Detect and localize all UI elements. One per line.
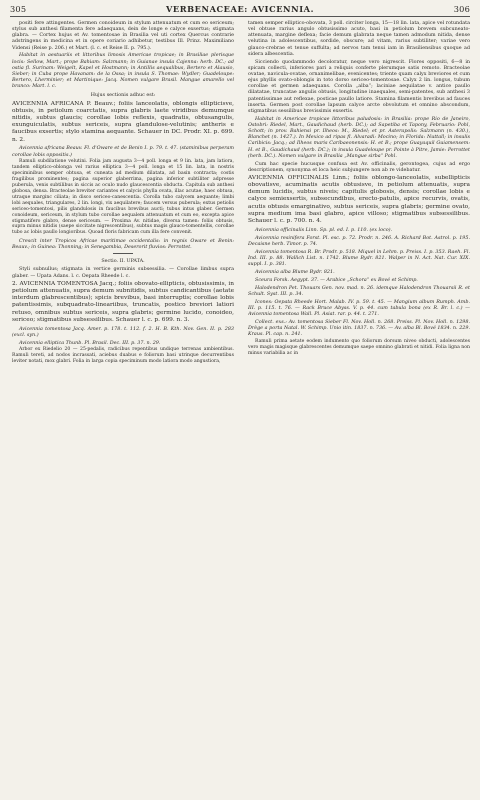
right-habitat-tomentosa: Habitat in Americae tropicae littoribus paludosis: in Brasilia: prope Rio de Janeiro, Ostobri: Riedel, Mart., Gaudichaud (herb. DC.); ad Sapetiba et Tapony, Februario: Pohl, Schott; in prov. Bahiensi pr. Ilheos: M., Riedel; et pr. Asterapolis: Salzmann (n. 430.), Blanchet (n. 1427.). In Mexico ad ripas fl. Alvaradi: Mocino; in Florida: Nuttall; in insulis Caribicis: Jacq.; ad Ilheos maris Caribaeonensis: H. et B.; prope Guayaquil Guiamensem: H. et B., Gaudichaud (herb. DC.); in insula Guadeloupe pr. Pointe à Pitre, Jamie: Perrottet (herb. DC.). Nomen vulgare in Brasilia „Mangue sirba“ Pohl. <box>248 115 470 159</box>
left-habitat-1: Habitat in aestuariis et littoribus limosis Americae tropicae; in Brasiliae plerisque locis: Sellow, Mart.; prope Bahiam: Salzmann; in Guianae insula Cajenna: herb. DC.; ad ostia fl. Surinam: Weigelt, Kapel et Hostmann; in Antillis aequalibus, Bertero et Alausio, Sieber; in Cuba prope Havanam: de la Ossa; in insula S. Thomae: Wydler; Guadeloupe: Bertero, Lherminier; et Martinique: Jacq. Nomen vulgare Brasil. Mangue amarello vel branco: Mart. l. c. <box>12 52 234 90</box>
species-avicennia-tomentosa: 2. AVICENNIA TOMENTOSA Jacq.; foliis obovato-ellipticis, obtusissimis, in petiolum attenuatis, supra demum subnitidis, subtus candicantibus (aetate interdum glabrescentibus); spicis brevibus, basi interruptis; corollae lobis patentissimis, subquadrato-lineariibus, truncatis, postico breviori latiori retuso, omnibus subtus sericeis, supra glabris; germine lucido, conoideo, sericeo; stigmatibus subsessilibus. Schauer l. c. p. 699. n. 3. <box>12 280 234 323</box>
right-collections: Collect. exs.: Av. tomentosa Sieber Fl. Nov. Holl. n. 268. Preiss. Pl. Nov. Holl. n. 1298. Drège a porta Natal. W. Schimp. Unio itin. 1837. n. 736. — Av. alba Bl. Bové 1834. n. 229. Kraus. Pl. cap. n. 241. <box>248 318 470 338</box>
left-habitat-africana: Crescit inter Tropicos Africae maritimae occidentalis: in regnis Oware et Benin: Beauv.; in Guinea: Thonning; in Senegambia, Deserorit fluvios: Perrottet. <box>12 237 234 251</box>
left-synonym-africana: Avicennia africana Beauv. Fl. d'Oware et de Benin I. p. 79. t. 47. (staminibus perperam corollae lobis oppositis.) <box>12 145 234 158</box>
running-header <box>10 4 470 16</box>
left-description-africana: Ramuli subdilatione velutini. Folia jam augusta 3—4 poll. longa et 9 lin. lata, jam latiora, tandem elliptico-oblonga vel rarius elliptica 3—4 poll. longa et 15 lin. lata, in nostris speciminibus semper obtusa, et cuneata ad medium dilatata, ad basin contracta; costis fragilibus prominentes; pagina superior glaberrima, pagina inferior subtiliter adpresse puberula, venis subtilibus in siccis ac oculo nudo glaucescentia obducta. Capitula sub anthesi globosa, densa. Bracteolae breviter cariantes et calycis phylla ovata, illac acutae, haec obtusa, utraque marginc ciliata; in disco sericeo-canescentia. Corolla tubo calycem aequante; limbi lobi aequales, triangulares, 2 lin. longi, vix aequilatere; faucem versus puberula; extus petiolis sericeo-tomentosi, pilis glandulosis in faucibus brevibus aucti; tubus intus glaber. Germen conoideum, sericeum, in stylum tubo corollae aequalem attenuatum et cum eo, excepta apice stigmatifero glabro, dense sericeum. — Proxima Av. nitidae, diversa tamen: foliis obtusis, supra minus nitidis (saepe siccitate nigrescentibus), subtus magis glauco-tomentellis, corollae tubo ac lobis paullo longioribus. Quoad floris fabricam cum illa fere convenit. <box>12 159 234 236</box>
right-synonym-5: Sceura Forsk. Aegypt. 37. — Arabice „Schora“ ex Bové et Schimp. <box>255 276 418 283</box>
right-icones: Icones: Oepata Rheede Hort. Malab. IV. p. 59. t. 45. — Mangium album Rumph. Amb. III. p. 115. t. 76. — Rack Bruce Abyss. V. p. 44. cum tabula bona (ex R. Br. l. c.) — Avicennia tomentosa Wall. Pl. Asiat. rar. p. 44. t. 271. <box>248 298 470 317</box>
left-paragraph-1: positi fere attingentes. Germen conoideum in stylum attenuatum et cum eo sericeum; stylus sub anthesi filamenta fere adaequans, dein de longe e calyce exsertus; stigmata glabra. — Cortex hujus et Av. tomentosae in Brasilia vel uti cortex Quercus contrarie adstringens in medicina et in opere coriario adhibetur, testibus Ill. Prinz. Maximiliano Vidensi (Reise p. 206.) et Mart. (l. c. et Reise II. p. 795.). <box>12 20 234 51</box>
page-number-left: 305 <box>10 4 27 14</box>
right-description-officinalis: Ramuli prima aetate eodem indumento quo foliorum dorsum niveo obducti, adolescentes vero magis magisque glabrescentes demumque saepe omnino glabrati et nitidi. Folia ligna non minus variabilia ac in <box>248 338 470 356</box>
section-heading-upata: Sectio. II. UPATA. <box>101 258 145 265</box>
right-note-officinalis: Cum hac specie hucusque confusa est Av. officinalis, gerontogea, cujus ad ergo descriptionem, synonyma et loca heic subjungere non ab re videbatur. <box>248 160 470 173</box>
left-description-tomentosa: Arbor ex Riedelio 20 — 25-pedalis, radicibus repentibus undique terrenas ambientibus. Ramuli tereti, ad nodos incrassati, aciebus duabus e foliorum basi utrinque decurrentibus leviter notati, mox glabri. Folia in larga copia speciminum modo latiora modo angustiora, <box>12 347 234 365</box>
right-synonym-3: Avicennia tomentosa R. Br. Prodr. p. 518. Miquel in Lehm. p. Preiss. I. p. 353. Raeh. Fl. Ind. III. p. 88. Wallich List. n. 1742. Blume Bydr. 821. Walper in N. Act. Nat. Cur. XIX. suppl. I. p. 381. <box>248 248 470 268</box>
header-rule <box>10 16 470 17</box>
right-column <box>248 20 470 792</box>
species-avicennia-officinalis: AVICENNIA OFFICINALIS Linn.; foliis oblongo-lanceolatis, subellipticis obovatisve, acuminatis acutis obtusisve, in petiolum attenuatis, supra demum lucidis, subtus niveis; capitulis globosis, densis; corollae lobis e calyce semiexsertis, subsecundibus, erecto-patulis, apice recurvis, ovatis, acutis obtusis emarginativo, subtus sericeis, supra glabris; germine ovato, supra medium ima basi glabro, apice villoso; stigmatibus subsessilibus. Schauer l. c. p. 700. n. 4. <box>248 174 470 225</box>
right-synonym-1: Avicennia officinalis Linn. Sp. pl. ed. I. p. 110. (ex loco). <box>255 226 393 233</box>
section-divider <box>113 253 133 254</box>
species-avicennia-africana: AVICENNIA AFRICANA P. Beauv.; foliis lanceolatis, oblongis ellipticisve, obtusis, in petiolum coarctatis, supra glabris laete viridibus demumque nitidis, subtus glaucis; corollae lobis reflexis, quadratis, obtusangulis, exunguiculatis, subtus sericeis, supra glandulose-velutinis; antheris e faucibus exsertis; stylo stamina aequante. Schauer in DC. Prodr. XI. p. 699. n. 2. <box>12 100 234 143</box>
running-title: VERBENACEAE: AVICENNIA. <box>165 4 315 14</box>
right-paragraph-2: Sicciendo quodammodo decoloratur, neque vero nigrescit. Flores oppositi, 6—8 in spicam collecti, inferiores pari a reliquis conferte plerumque satis remoto. Bracteolae ovatae, navicula-ovatae, ornanimelibae, evenicentes; triente quam calyx breviores et cum ejus phyllis ovato-oblongis in toto dorso sericeo-tomentosae. Calyx 2 lin. longus, tubum corollae et germen adaequans. Corolla „alba“; laciniae aequilatae v. antice paullo dilatatae, truncatae angulis obtusis, longitudine inaequales, semi-patentes, sub anthesi 3 patentissimae aut reflexae, posticae paullo latiore. Stamina filamentis brevibus ad fauces inserta. Germen post corollae lapsum calyce arcte obvolutum et omnino abscondum, stigmatibus sessilibus brevissimis exsertis. <box>248 58 470 114</box>
left-synonym-tomentosa-2: Avicennia elliptica Thunb. Pl. Brasil. Dec. III. p. 37. n. 29. <box>19 339 161 346</box>
left-subheading: Hujus sectionis adhuc est: <box>90 92 156 99</box>
right-synonym-6: Halodendron Pet. Thouars Gen. nov. mad. n. 26. idemque Halodendron Thouarsii R. et Schult. Syst. III. p. 34. <box>248 284 470 297</box>
right-paragraph-1: tamen semper elliptico-obovata, 3 poll. circiter longa, 15—18 lin. lata, apice vel rotundata vel obtuse rarius angulo obtusissimo acuto, basi in petiolum brevem subcuneato-attenuata, margine deflexa; facie demum glabrata neque tamen admodum nitida, dense velutina in adolescentibus, sordide, obscure; ad vitam, rarius subtiliter; variae vero glauco-crebrae et tenue suffulta; ad nervos tam tenui iam in Brasiliensibus quoque ad sidera albescentia. <box>248 20 470 57</box>
page-number-right: 306 <box>453 4 470 14</box>
right-synonym-4: Avicennia alba Blume Bydr. 821. <box>255 268 335 275</box>
section-upata-description: Styli subnullus; stigmata in vertice germinis subsessilia. — Corollae limbus supra glaber. — Upata Adans. l. c. Oepata Rheede l. c. <box>12 266 234 279</box>
left-synonym-tomentosa-1: Avicennia tomentosa Jacq. Amer. p. 178. t. 112. f. 2. H. B. Kth. Nov. Gen. II. p. 283 (excl. syn.) <box>12 325 234 338</box>
right-synonym-2: Avicennia resinifera Forst. Pl. esc. p. 72. Prodr. n. 246. A. Richard Bot. Astrol. p. 195. Decaisne herb. Timor. p. 74. <box>248 234 470 247</box>
left-column <box>12 20 234 792</box>
